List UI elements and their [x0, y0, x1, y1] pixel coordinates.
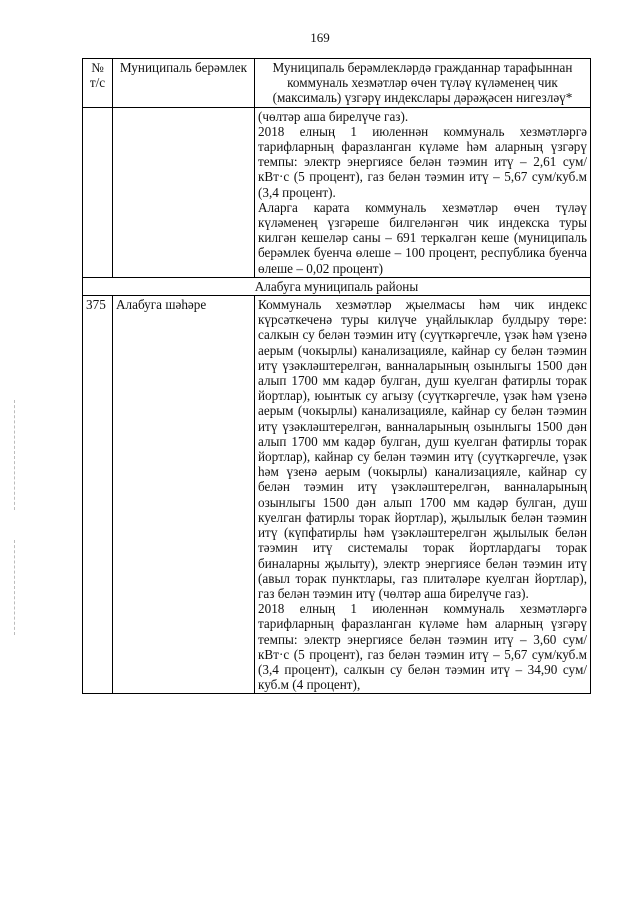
description-paragraph: Аларга карата коммуналь хезмәтләр өчен түләү күләменең үзгәреше билгеләнгән чик индекска туры килгән кешеләр саны – 691 теркәлгән кеше (муниципаль берәмлек буенча өлеше – 100 процент, республика буенча өлеше – 0,02 процент) [258, 199, 587, 276]
header-num: № т/с [83, 59, 113, 108]
row-municipality-cell [113, 107, 255, 277]
page-number: 169 [310, 30, 330, 45]
description-paragraph: 2018 елның 1 июленнән коммуналь хезмәтләргә тарифларның фаразланган күләме һәм аларның үзгәрү темпы: электр энергиясе белән тәэмин итү – 3,60 сум/кВт·с (5 процент), газ белән тәэмин итү – 5,67 сум/куб.м (3,4 процент), салкын су белән тәэмин итү – 34,90 сум/куб.м (4 процент), [258, 601, 587, 693]
table-header-row [83, 59, 591, 108]
section-row [83, 277, 591, 295]
header-description: Муниципаль берәмлекләрдә гражданнар тарафыннан коммуналь хезмәтләр өчен түләү күләменең чик (максималь) үзгәрү индекслары дәрәҗәсен нигезләү* [255, 59, 591, 108]
description-paragraph: 2018 елның 1 июленнән коммуналь хезмәтләргә тарифларның фаразланган күләме һәм аларның үзгәрү темпы: электр энергиясе белән тәэмин итү – 2,61 сум/кВт·с (5 процент), газ белән тәэмин итү – 5,67 сум/куб.м (3,4 процент). [258, 123, 587, 200]
description-paragraph: (чөлтәр аша бирелүче газ). [258, 108, 409, 124]
header-municipality: Муниципаль берәмлек [113, 59, 255, 108]
row-description-cell [255, 296, 591, 694]
description-paragraph: Коммуналь хезмәтләр җыелмасы һәм чик индекс күрсәткеченә туры килүче уңайлыклар булдыру төре: салкын су белән тәэмин итү (суүткәргечле, үзәк һәм үзенә аерым (чокырлы) канализацияле, кайнар су белән тәэмин итү үзәкләштерелгән, ванналарының озынлыгы 1500 дән алып 1700 мм кадәр булган, душ куелган фатирлы торак йортлар), юынтык су агызу (суүткәргечле, үзәк һәм үзенә аерым (чокырлы) канализацияле, кайнар су белән тәэмин итү үзәкләштерелгән, ванналарының озынлыгы 1500 дән алып 1700 мм кадәр булган, душ куелган фатирлы торак йортлар), кайнар су белән тәэмин итү (суүткәргечле, үзәк һәм үзенә аерым (чокырлы) канализацияле, кайнар су белән тәэмин итү үзәкләштерелгән, ванналарының озынлыгы 1500 дән алып 1700 мм кадәр булган, душ куелган фатирлы торак йортлар), җылылык белән тәэмин итү (күпфатирлы һәм үзәкләштерелгән җылылык белән тәэмин итү системалы торак йортлардагы торак биналарны җылыту), электр энергиясе белән тәэмин итү (авыл торак пунктлары, газ плитәләре куелган йортлар), газ белән тәэмин итү (чөлтәр аша бирелүче газ). [258, 297, 587, 601]
row-num-cell [83, 107, 113, 277]
tariff-table [82, 58, 591, 694]
row-municipality-cell: Алабуга шәһәре [113, 296, 255, 694]
table-row [83, 296, 591, 694]
margin-dash-mark [14, 540, 16, 635]
row-description-cell [255, 107, 591, 277]
section-title: Алабуга муниципаль районы [83, 277, 591, 295]
row-num-cell: 375 [83, 296, 113, 694]
table-row [83, 107, 591, 277]
margin-dash-mark [14, 400, 16, 510]
